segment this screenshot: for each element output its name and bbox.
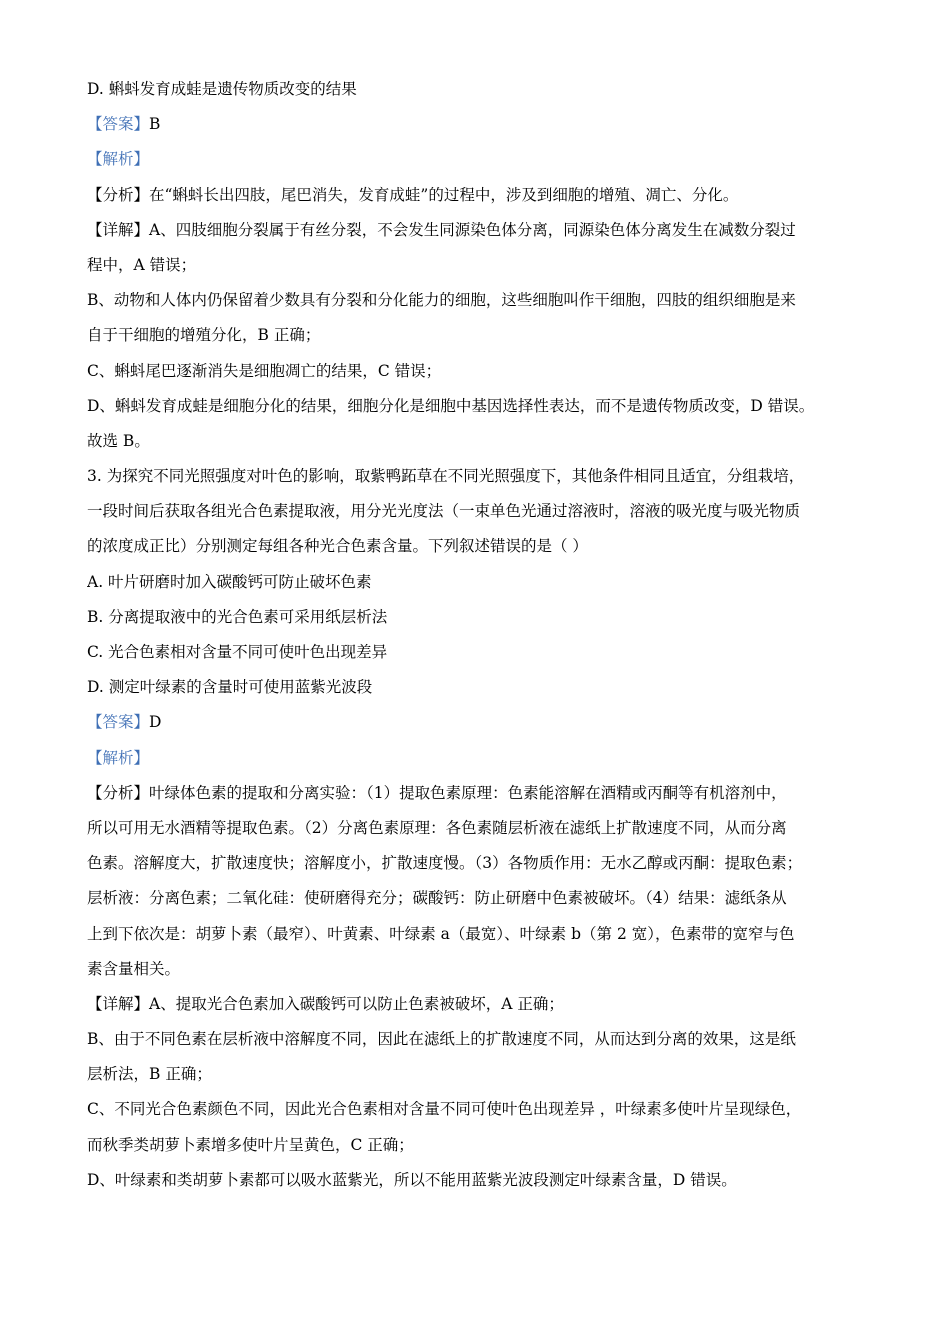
detail-text-line: 【详解】A、四肢细胞分裂属于有丝分裂，不会发生同源染色体分离，同源染色体分离发生在减数分裂过	[87, 220, 796, 239]
analysis-heading	[87, 741, 867, 776]
option-a-line: A. 叶片研磨时加入碳酸钙可防止破坏色素	[87, 572, 372, 591]
option-d-line: D. 蝌蚪发育成蛙是遗传物质改变的结果	[87, 80, 357, 98]
question-3-line: 一段时间后获取各组光合色素提取液，用分光光度法（一束单色光通过溶液时，溶液的吸光度与吸光物质	[87, 502, 801, 521]
detail-text-line: B、由于不同色素在层析液中溶解度不同，因此在滤纸上的扩散速度不同，从而达到分离的效果，这是纸	[87, 1030, 796, 1049]
question-3-line: 3. 为探究不同光照强度对叶色的影响，取紫鸭跖草在不同光照强度下，其他条件相同且适宜，分组栽培，	[87, 467, 805, 486]
analysis-text-line: 层析液：分离色素；二氧化硅：使研磨得充分；碳酸钙：防止研磨中色素被破坏。（4）结果：滤纸条从	[87, 889, 787, 908]
detail-text-line: 【详解】A、提取光合色素加入碳酸钙可以防止色素被破坏，A 正确；	[87, 994, 564, 1013]
answer-tag: 【答案】	[87, 115, 150, 134]
analysis-tag: 【解析】	[87, 748, 150, 767]
analysis-text-line: 所以可用无水酒精等提取色素。（2）分离色素原理：各色素随层析液在滤纸上扩散速度不同，从而分离	[87, 818, 787, 837]
document-page	[87, 72, 867, 1198]
detail-text-line: 自于干细胞的增殖分化，B 正确；	[87, 326, 321, 345]
detail-text-line: C、蝌蚪尾巴逐渐消失是细胞凋亡的结果，C 错误；	[87, 361, 442, 380]
analysis-text-line: 【分析】叶绿体色素的提取和分离实验：（1）提取色素原理：色素能溶解在酒精或丙酮等有机溶剂中，	[87, 783, 787, 802]
analysis-heading	[87, 142, 867, 177]
answer-line: 【答案】B	[87, 115, 161, 134]
analysis-text-line: 上到下依次是：胡萝卜素（最窄）、叶黄素、叶绿素 a（最宽）、叶绿素 b（第 2 宽），色素带的宽窄与色	[87, 924, 795, 943]
question-3-line: 的浓度成正比）分别测定每组各种光合色素含量。下列叙述错误的是（ ）	[87, 537, 588, 556]
analysis-tag: 【解析】	[87, 150, 150, 169]
detail-text-line: D、叶绿素和类胡萝卜素都可以吸水蓝紫光，所以不能用蓝紫光波段测定叶绿素含量，D 错误。	[87, 1170, 737, 1189]
analysis-text-line: 【分析】在“蝌蚪长出四肢，尾巴消失，发育成蛙”的过程中，涉及到细胞的增殖、凋亡、分化。	[87, 185, 739, 204]
option-c-line: C. 光合色素相对含量不同可使叶色出现差异	[87, 643, 388, 661]
detail-text-line: B、动物和人体内仍保留着少数具有分裂和分化能力的细胞，这些细胞叫作干细胞，四肢的组织细胞是来	[87, 291, 796, 310]
detail-text-line: C、不同光合色素颜色不同，因此光合色素相对含量不同可使叶色出现差异 ，叶绿素多使叶片呈现绿色，	[87, 1100, 802, 1119]
analysis-text-line: 素含量相关。	[87, 959, 181, 978]
detail-text-line: 层析法，B 正确；	[87, 1065, 212, 1084]
option-b-line: B. 分离提取液中的光合色素可采用纸层析法	[87, 607, 388, 626]
answer-line: 【答案】D	[87, 713, 162, 732]
answer-tag: 【答案】	[87, 713, 150, 732]
conclusion-line: 故选 B。	[87, 431, 150, 450]
detail-text-line: D、蝌蚪发育成蛙是细胞分化的结果，细胞分化是细胞中基因选择性表达，而不是遗传物质改变，D 错误。	[87, 396, 815, 415]
detail-text-line: 而秋季类胡萝卜素增多使叶片呈黄色，C 正确；	[87, 1135, 414, 1154]
analysis-text-line: 色素。溶解度大，扩散速度快；溶解度小，扩散速度慢。（3）各物质作用：无水乙醇或丙酮：提取色素；	[87, 854, 803, 873]
detail-text-line: 程中，A 错误；	[87, 255, 197, 274]
option-d-line: D. 测定叶绿素的含量时可使用蓝紫光波段	[87, 678, 373, 697]
